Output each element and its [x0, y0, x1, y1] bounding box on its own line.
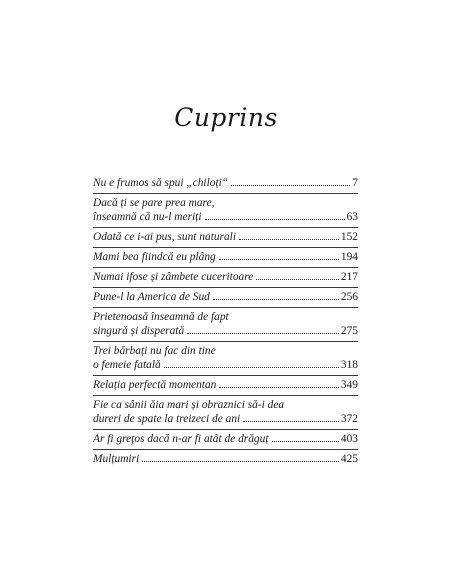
- toc-entry-title: Fie ca sânii ăia mari și obraznici să-i dea: [93, 399, 285, 411]
- page-title: Cuprins: [174, 103, 278, 132]
- toc-entry-line: [93, 452, 358, 466]
- toc-entry-line: [93, 270, 358, 284]
- toc-page-number: 256: [340, 291, 358, 303]
- toc-entry-title: Mami bea fiindcă eu plâng: [93, 251, 216, 263]
- toc-page-number: 63: [346, 211, 358, 223]
- dot-leader: [256, 279, 339, 280]
- toc-page-number: 194: [340, 251, 358, 263]
- toc-page-number: 152: [340, 231, 358, 243]
- toc-entry-line: [93, 412, 358, 426]
- toc-entry-line: [93, 250, 358, 264]
- toc-page-number: 349: [340, 379, 358, 391]
- toc-page-number: 7: [352, 177, 358, 189]
- dot-leader: [164, 367, 339, 368]
- toc-entry-line: [93, 176, 358, 190]
- toc-entry: [93, 228, 358, 248]
- toc-entry-line: [93, 324, 358, 338]
- toc-page-number: 403: [340, 433, 358, 445]
- toc-page-number: 318: [340, 359, 358, 371]
- toc-entry: [93, 430, 358, 450]
- dot-leader: [272, 441, 339, 442]
- toc-entry-title: Ar fi greţos dacă n-ar fi atât de drăguț: [93, 433, 269, 445]
- toc-page-number: 425: [340, 453, 358, 465]
- toc-entry-line: [93, 196, 358, 210]
- toc-entry: [93, 308, 358, 342]
- toc-entry: [93, 450, 358, 469]
- toc-entry: [93, 342, 358, 376]
- dot-leader: [231, 185, 350, 186]
- toc-entry-line: [93, 310, 358, 324]
- toc-entry-title: înseamnă că nu-l meriți: [93, 211, 202, 223]
- toc-entry-line: [93, 344, 358, 358]
- toc-page-number: 217: [340, 271, 358, 283]
- dot-leader: [187, 333, 339, 334]
- toc-entry-title: Nu e frumos să spui „chiloți“: [93, 177, 229, 189]
- toc-entry-title: Prietenoasă înseamnă de fapt: [93, 311, 229, 323]
- toc-entry: [93, 174, 358, 194]
- toc-page-number: 372: [340, 413, 358, 425]
- dot-leader: [142, 461, 339, 462]
- toc-entry-title: Relația perfectă momentan: [93, 379, 217, 391]
- toc-entry-title: Dacă ți se pare prea mare,: [93, 197, 215, 209]
- toc-entry: [93, 288, 358, 308]
- dot-leader: [213, 299, 339, 300]
- toc-entry: [93, 396, 358, 430]
- toc-entry: [93, 194, 358, 228]
- table-of-contents: [93, 174, 358, 469]
- dot-leader: [219, 259, 339, 260]
- dot-leader: [219, 387, 339, 388]
- toc-entry-line: [93, 378, 358, 392]
- toc-entry-title: Odată ce i-ai pus, sunt naturali: [93, 231, 237, 243]
- toc-entry-line: [93, 358, 358, 372]
- toc-entry-title: Pune-l la America de Sud: [93, 291, 210, 303]
- dot-leader: [243, 421, 339, 422]
- toc-entry: [93, 248, 358, 268]
- toc-entry-title: o femeie fatală: [93, 359, 161, 371]
- toc-entry: [93, 268, 358, 288]
- toc-entry-line: [93, 432, 358, 446]
- toc-page-number: 275: [340, 325, 358, 337]
- dot-leader: [239, 239, 339, 240]
- toc-entry-title: Mulțumiri: [93, 453, 140, 465]
- toc-entry-line: [93, 230, 358, 244]
- toc-entry-title: singură și disperată: [93, 325, 185, 337]
- toc-entry-line: [93, 290, 358, 304]
- toc-entry-line: [93, 398, 358, 412]
- toc-entry: [93, 376, 358, 396]
- toc-entry-line: [93, 210, 358, 224]
- toc-entry-title: Numai ifose și zâmbete cuceritoare: [93, 271, 254, 283]
- dot-leader: [205, 219, 345, 220]
- toc-entry-title: dureri de spate la treizeci de ani: [93, 413, 241, 425]
- toc-entry-title: Trei bărbați nu fac din tine: [93, 345, 216, 357]
